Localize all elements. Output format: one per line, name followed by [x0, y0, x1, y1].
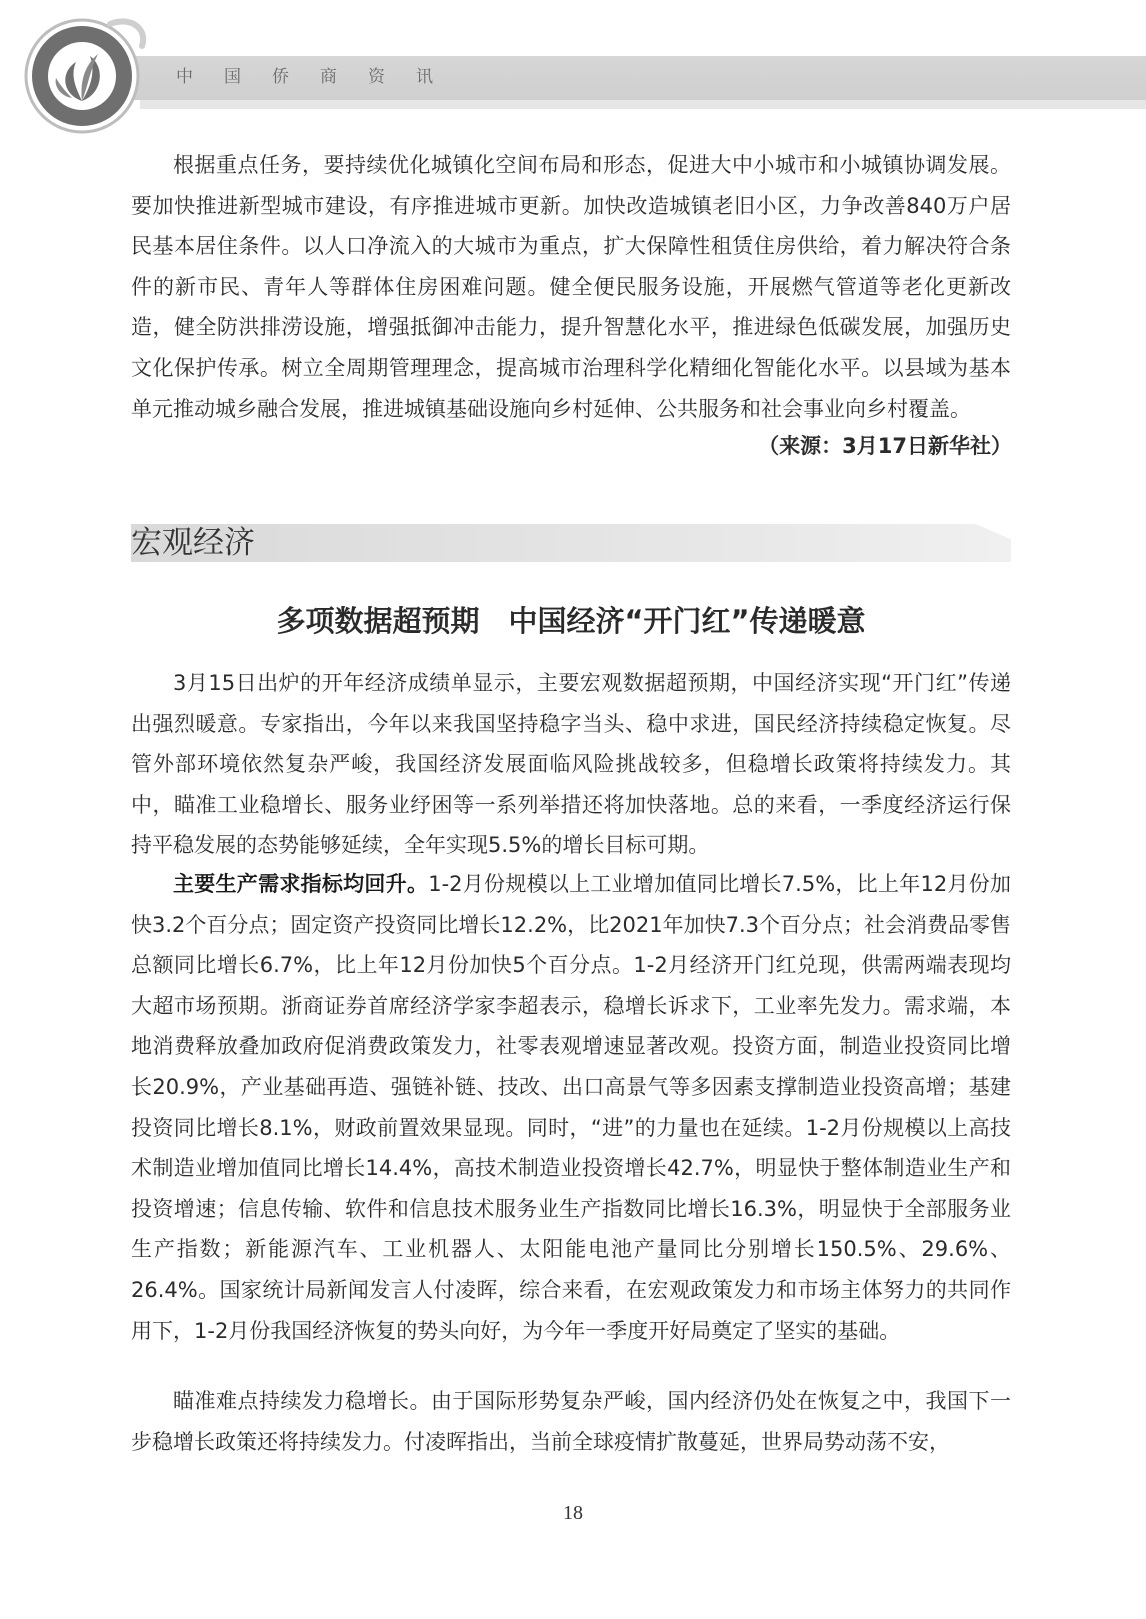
publication-title: 中国侨商资讯	[176, 67, 464, 87]
header-rule	[140, 100, 1146, 109]
section-title: 宏观经济	[131, 525, 255, 561]
section-header-bar	[131, 524, 1011, 562]
article-paragraph-2	[131, 864, 1011, 1351]
paragraph-urbanization: 根据重点任务，要持续优化城镇化空间布局和形态，促进大中小城市和小城镇协调发展。要加快推进新型城市建设，有序推进城市更新。加快改造城镇老旧小区，力争改善840万户居民基本居住条件。以人口净流入的大城市为重点，扩大保障性租赁住房供给，着力解决符合条件的新市民、青年人等群体住房困难问题。健全便民服务设施，开展燃气管道等老化更新改造，健全防洪排涝设施，增强抵御冲击能力，提升智慧化水平，推进绿色低碳发展，加强历史文化保护传承。树立全周期管理理念，提高城市治理科学化精细化智能化水平。以县域为基本单元推动城乡融合发展，推进城镇基础设施向乡村延伸、公共服务和社会事业向乡村覆盖。	[131, 153, 1011, 421]
article-paragraph-1: 3月15日出炉的开年经济成绩单显示，主要宏观数据超预期，中国经济实现“开门红”传递出强烈暖意。专家指出，今年以来我国坚持稳字当头、稳中求进，国民经济持续稳定恢复。尽管外部环境依然复杂严峻，我国经济发展面临风险挑战较多，但稳增长政策将持续发力。其中，瞄准工业稳增长、服务业纾困等一系列举措还将加快落地。总的来看，一季度经济运行保持平稳发展的态势能够延续，全年实现5.5%的增长目标可期。	[131, 671, 1011, 858]
federation-logo-icon	[10, 6, 160, 136]
page-number: 18	[563, 1502, 583, 1524]
article-paragraph-3: 瞄准难点持续发力稳增长。由于国际形势复杂严峻，国内经济仍处在恢复之中，我国下一步稳增长政策还将持续发力。付凌晖指出，当前全球疫情扩散蔓延，世界局势动荡不安，	[131, 1389, 1011, 1454]
paragraph-lead: 主要生产需求指标均回升。	[173, 872, 429, 896]
paragraph-body: 1-2月份规模以上工业增加值同比增长7.5%，比上年12月份加快3.2个百分点；固定资产投资同比增长12.2%，比2021年加快7.3个百分点；社会消费品零售总额同比增长6.7%，比上年12月份加快5个百分点。1-2月经济开门红兑现，供需两端表现均大超市场预期。浙商证券首席经济学家李超表示，稳增长诉求下，工业率先发力。需求端，本地消费释放叠加政府促消费政策发力，社零表观增速显著改观。投资方面，制造业投资同比增长20.9%，产业基础再造、强链补链、技改、出口高景气等多因素支撑制造业投资高增；基建投资同比增长8.1%，财政前置效果显现。同时，“进”的力量也在延续。1-2月份规模以上高技术制造业增加值同比增长14.4%，高技术制造业投资增长42.7%，明显快于整体制造业生产和投资增速；信息传输、软件和信息技术服务业生产指数同比增长16.3%，明显快于全部服务业生产指数；新能源汽车、工业机器人、太阳能电池产量同比分别增长150.5%、29.6%、26.4%。国家统计局新闻发言人付凌晖，综合来看，在宏观政策发力和市场主体努力的共同作用下，1-2月份我国经济恢复的势头向好，为今年一季度开好局奠定了坚实的基础。	[131, 872, 1012, 1343]
article-title: 多项数据超预期 中国经济“开门红”传递暖意	[276, 604, 866, 638]
source-note: （来源：3月17日新华社）	[758, 434, 1012, 458]
